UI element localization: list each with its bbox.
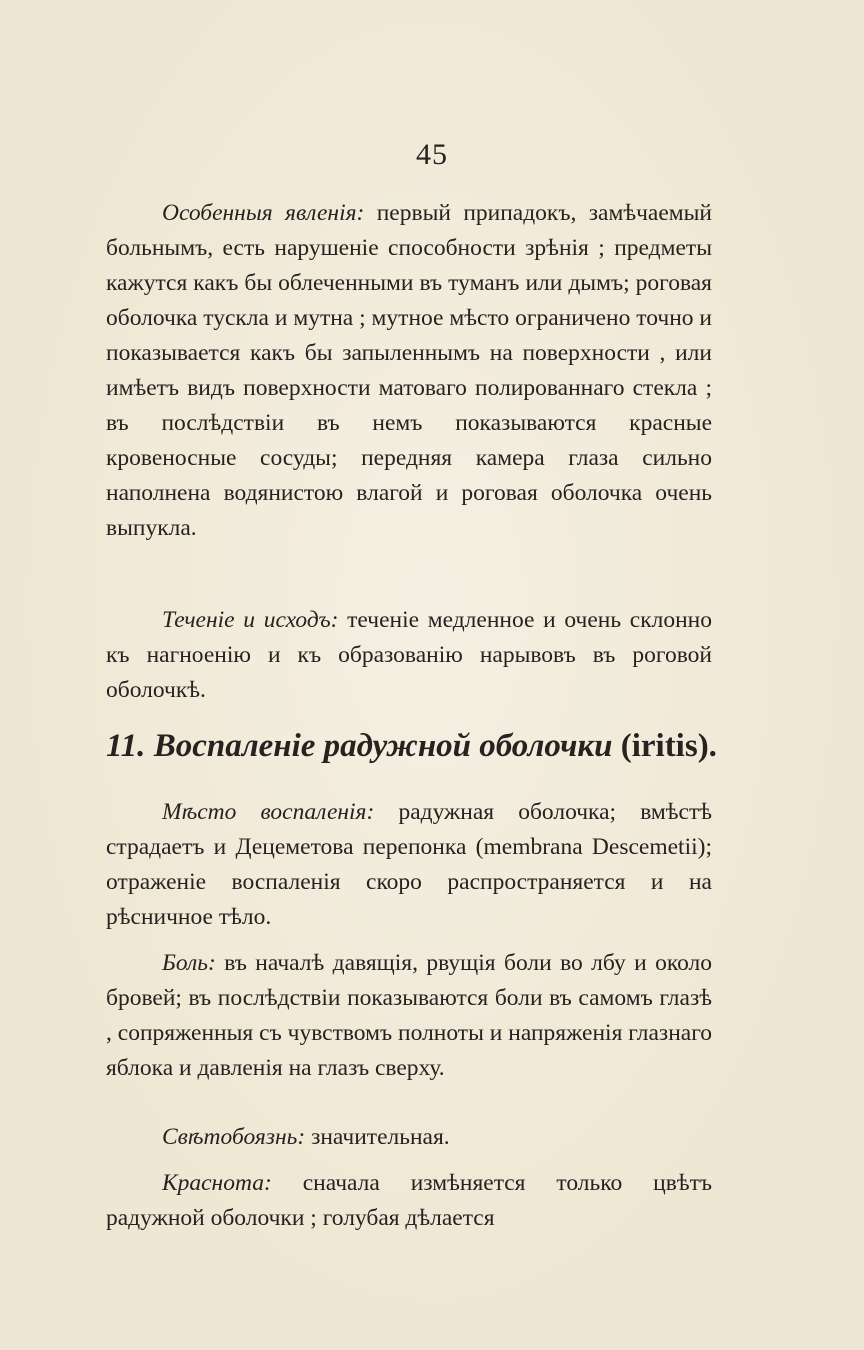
section-title: Воспаленіе радужной оболочки [153, 728, 613, 764]
paragraph-label: Мѣсто воспаленія: [162, 799, 375, 825]
paragraph-course-outcome [106, 603, 712, 708]
paragraph-label: Особенныя явленія: [162, 200, 365, 226]
paragraph-redness [106, 1166, 712, 1236]
section-heading [106, 728, 718, 765]
paragraph-label: Теченіе и исходъ: [162, 607, 339, 633]
paragraph-label: Свѣтобоязнь: [162, 1124, 306, 1150]
paragraph-text: сначала измѣняется только цвѣтъ радужной оболочки ; голубая дѣлается [106, 1170, 712, 1231]
paragraph-text: теченіе медленное и очень склонно къ нагноенію и къ образованію нарывовъ въ роговой оболочкѣ. [106, 607, 712, 703]
page-number: 45 [416, 138, 448, 171]
section-number: 11. [106, 728, 146, 764]
paragraph-label: Боль: [162, 950, 216, 976]
paragraph-text: значительная. [311, 1124, 450, 1150]
paragraph-pain [106, 946, 712, 1086]
paragraph-label: Краснота: [162, 1170, 272, 1196]
paragraph-text: радужная оболочка; вмѣстѣ страдаетъ и Децеметова перепонка (membrana Descemetii); отраженіе воспаленія скоро распространяется и на рѣсничное тѣло. [106, 799, 712, 930]
paragraph-text: первый припадокъ, замѣчаемый больнымъ, есть нарушеніе способности зрѣнія ; предметы кажутся какъ бы облеченными въ туманъ или дымъ; роговая оболочка тускла и мутна ; мутное мѣсто ограничено точно и показывается какъ бы запыленнымъ на поверхности , или имѣетъ видъ поверхности матоваго полированнаго стекла ; въ послѣдствіи въ немъ показываются красные кровеносные сосуды; передняя камера глаза сильно наполнена водянистою влагой и роговая оболочка очень выпукла. [106, 200, 712, 541]
paragraph-text: въ началѣ давящія, рвущія боли во лбу и около бровей; въ послѣдствіи показываются боли въ самомъ глазѣ , сопряженныя съ чувствомъ полноты и напряженія глазнаго яблока и давленія на глазъ сверху. [106, 950, 712, 1081]
paragraph-inflammation-site [106, 795, 712, 935]
section-latin-term: (iritis). [620, 728, 717, 764]
paragraph-photophobia [106, 1120, 712, 1155]
paragraph-special-symptoms [106, 196, 712, 546]
